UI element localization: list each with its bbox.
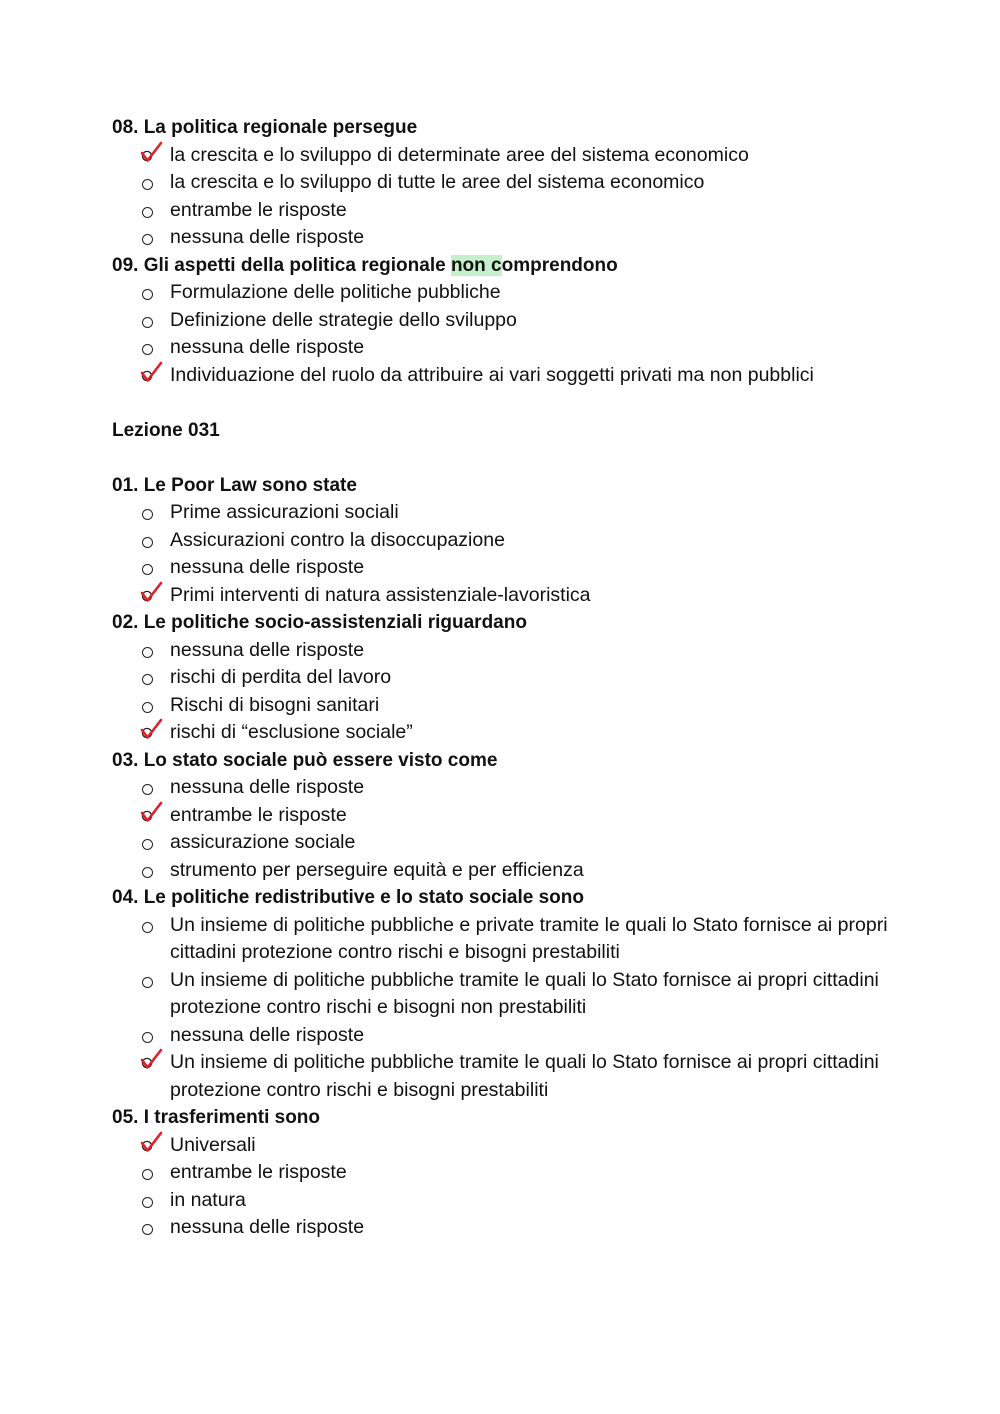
answer-text: entrambe le risposte bbox=[170, 803, 347, 826]
answer-option bbox=[112, 912, 912, 967]
question-03-title: 03. Lo stato sociale può essere visto come bbox=[112, 749, 498, 771]
circle-bullet-icon bbox=[142, 692, 156, 720]
answer-option bbox=[112, 197, 912, 225]
document-page bbox=[112, 114, 912, 1242]
circle-bullet-icon bbox=[142, 774, 156, 802]
answer-text: nessuna delle risposte bbox=[170, 336, 365, 358]
answer-option bbox=[112, 527, 912, 555]
answer-option bbox=[112, 967, 912, 1022]
circle-bullet-icon bbox=[142, 967, 156, 995]
circle-bullet-icon bbox=[142, 1159, 156, 1187]
answer-text: strumento per perseguire equità e per efficienza bbox=[170, 858, 584, 881]
answer-text: nessuna delle risposte bbox=[170, 638, 365, 661]
circle-bullet-icon bbox=[142, 1214, 156, 1242]
answer-text: nessuna delle risposte bbox=[170, 556, 365, 578]
answer-option bbox=[112, 857, 912, 885]
answer-option bbox=[112, 829, 912, 857]
check-icon bbox=[142, 1049, 156, 1077]
question-08-title: 08. La politica regionale persegue bbox=[112, 117, 418, 138]
circle-bullet-icon bbox=[142, 554, 156, 582]
answer-option bbox=[112, 142, 912, 170]
answer-text: Individuazione del ruolo da attribuire ai vari soggetti privati ma non pubblici bbox=[170, 363, 814, 386]
answer-option bbox=[112, 1187, 912, 1215]
answer-option bbox=[112, 1132, 912, 1160]
circle-bullet-icon bbox=[142, 912, 156, 940]
question-01-title: 01. Le Poor Law sono state bbox=[112, 474, 357, 496]
check-icon bbox=[142, 362, 156, 390]
check-icon bbox=[142, 1132, 156, 1160]
answer-text: in natura bbox=[170, 1188, 246, 1211]
check-icon bbox=[142, 142, 156, 170]
answer-text: Definizione delle strategie dello sviluppo bbox=[170, 308, 517, 331]
answer-option bbox=[112, 362, 912, 390]
answer-text: Assicurazioni contro la disoccupazione bbox=[170, 528, 505, 551]
answer-text: Un insieme di politiche pubbliche e private tramite le quali lo Stato fornisce ai propri cittadini protezione contro rischi e bisogni prestabiliti bbox=[170, 913, 888, 963]
circle-bullet-icon bbox=[142, 829, 156, 857]
answer-text: la crescita e lo sviluppo di determinate aree del sistema economico bbox=[170, 143, 749, 166]
answer-text: rischi di perdita del lavoro bbox=[170, 666, 392, 688]
answer-option bbox=[112, 334, 912, 362]
circle-bullet-icon bbox=[142, 857, 156, 885]
check-icon bbox=[142, 802, 156, 830]
question-title-part: 09. Gli aspetti della politica regionale bbox=[112, 254, 451, 276]
check-icon bbox=[142, 719, 156, 747]
answer-text: Un insieme di politiche pubbliche tramite le quali lo Stato fornisce ai propri cittadini protezione contro rischi e bisogni prestabiliti bbox=[170, 1051, 879, 1101]
spacer bbox=[112, 389, 912, 417]
answer-option bbox=[112, 692, 912, 720]
circle-bullet-icon bbox=[142, 279, 156, 307]
answer-text: nessuna delle risposte bbox=[170, 1023, 365, 1046]
answer-option bbox=[112, 719, 912, 747]
answer-option bbox=[112, 499, 912, 527]
question-05-title: 05. I trasferimenti sono bbox=[112, 1107, 321, 1128]
answer-option bbox=[112, 554, 912, 582]
answer-option bbox=[112, 637, 912, 665]
answer-text: Prime assicurazioni sociali bbox=[170, 501, 399, 523]
spacer bbox=[112, 444, 912, 472]
answer-option bbox=[112, 169, 912, 197]
answer-text: Universali bbox=[170, 1133, 256, 1156]
answer-option bbox=[112, 802, 912, 830]
circle-bullet-icon bbox=[142, 169, 156, 197]
lesson-heading: Lezione 031 bbox=[112, 419, 220, 441]
circle-bullet-icon bbox=[142, 197, 156, 225]
circle-bullet-icon bbox=[142, 499, 156, 527]
answer-text: rischi di “esclusione sociale” bbox=[170, 721, 413, 743]
answer-option bbox=[112, 1022, 912, 1050]
circle-bullet-icon bbox=[142, 307, 156, 335]
answer-option bbox=[112, 279, 912, 307]
answer-text: entrambe le risposte bbox=[170, 1161, 347, 1183]
answer-text: entrambe le risposte bbox=[170, 198, 347, 221]
circle-bullet-icon bbox=[142, 1022, 156, 1050]
circle-bullet-icon bbox=[142, 1187, 156, 1215]
answer-text: nessuna delle risposte bbox=[170, 226, 365, 248]
answer-text: Formulazione delle politiche pubbliche bbox=[170, 281, 501, 303]
circle-bullet-icon bbox=[142, 637, 156, 665]
answer-text: Un insieme di politiche pubbliche tramite le quali lo Stato fornisce ai propri cittadini protezione contro rischi e bisogni non prestabiliti bbox=[170, 968, 879, 1018]
answer-option bbox=[112, 664, 912, 692]
answer-text: nessuna delle risposte bbox=[170, 776, 365, 798]
answer-option bbox=[112, 774, 912, 802]
circle-bullet-icon bbox=[142, 527, 156, 555]
question-09-title bbox=[112, 252, 912, 280]
answer-option bbox=[112, 224, 912, 252]
answer-text: assicurazione sociale bbox=[170, 831, 356, 853]
answer-option bbox=[112, 1214, 912, 1242]
circle-bullet-icon bbox=[142, 334, 156, 362]
answer-text: Rischi di bisogni sanitari bbox=[170, 693, 380, 716]
circle-bullet-icon bbox=[142, 224, 156, 252]
answer-option bbox=[112, 1049, 912, 1104]
question-04-title: 04. Le politiche redistributive e lo stato sociale sono bbox=[112, 887, 584, 908]
answer-option bbox=[112, 307, 912, 335]
answer-option bbox=[112, 1159, 912, 1187]
circle-bullet-icon bbox=[142, 664, 156, 692]
check-icon bbox=[142, 582, 156, 610]
answer-text: nessuna delle risposte bbox=[170, 1216, 365, 1238]
question-02-title: 02. Le politiche socio-assistenziali riguardano bbox=[112, 612, 527, 633]
highlighted-text: non c bbox=[450, 254, 502, 276]
answer-option bbox=[112, 582, 912, 610]
question-title-part: omprendono bbox=[501, 254, 618, 276]
answer-text: la crescita e lo sviluppo di tutte le aree del sistema economico bbox=[170, 171, 705, 193]
answer-text: Primi interventi di natura assistenziale-lavoristica bbox=[170, 583, 591, 606]
